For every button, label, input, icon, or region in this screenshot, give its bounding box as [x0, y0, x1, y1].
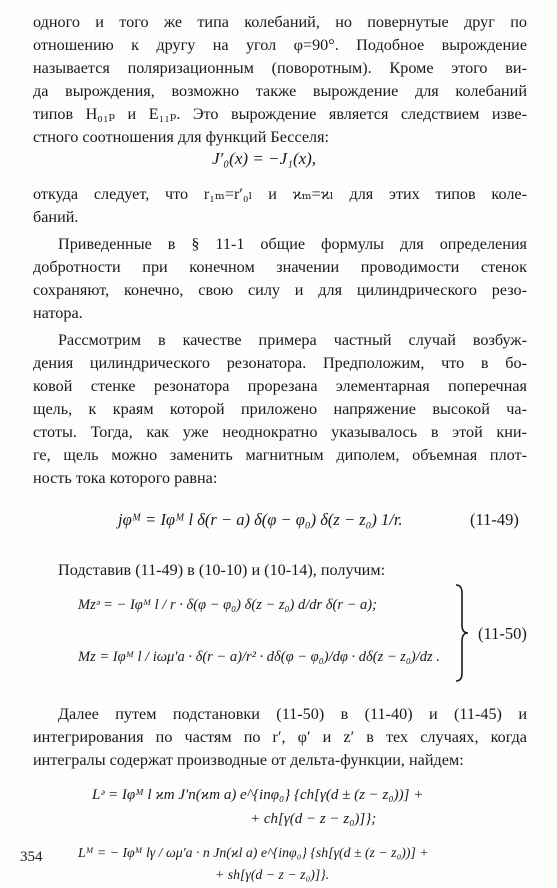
text-line: сохраняют, конечно, свою силу и для цилиндрического резо-	[33, 281, 527, 299]
text-line: стного соотношения для функций Бесселя:	[33, 128, 330, 146]
page-number: 354	[20, 849, 43, 865]
text-line: откуда следует, что r₁ₘ=r′₀ₗ и ϰₘ=ϰₗ для этих типов коле-	[33, 185, 527, 203]
text-line: да вырождения, возможно также вырождение для колебаний	[33, 82, 527, 100]
text-line: щель, к краям которой приложено напряжение высокой ча-	[33, 400, 527, 418]
equation-11-50-line2: Mz = Iφᴹ l / iωμ′a · δ(r − a)/r² · dδ(φ − φ₀)/dφ · dδ(z − z₀)/dz .	[78, 649, 440, 665]
text-line: одного и того же типа колебаний, но повернутые друг по	[33, 13, 527, 31]
text-line: Далее путем подстановки (11-50) в (11-40) и (11-45) и	[58, 705, 527, 723]
equation-number: (11-50)	[478, 624, 527, 643]
equation-11-49: jφᴹ = Iφᴹ l δ(r − a) δ(φ − φ₀) δ(z − z₀) 1/r.	[118, 510, 403, 529]
equation-Lm-line2: + sh[γ(d − z − z₀)]}.	[215, 867, 330, 882]
text-line: стоты. Тогда, как уже неоднократно указывалось в этой кни-	[33, 423, 527, 441]
text-line: баний.	[33, 208, 79, 226]
text-line: Рассмотрим в качестве примера частный случай возбуж-	[58, 331, 527, 349]
text-line: Подставив (11-49) в (10-10) и (10-14), получим:	[58, 561, 386, 579]
text-line: типов H₀₁ₚ и E₁₁ₚ. Это вырождение является следствием изве-	[33, 105, 527, 123]
right-brace-icon	[452, 583, 472, 683]
text-line: натора.	[33, 304, 83, 322]
text-line: интегрирования по частям по r′, φ′ и z′ в тех случаях, когда	[33, 728, 527, 746]
text-line: ге, щель можно заменить магнитным диполем, объемная плот-	[33, 446, 527, 464]
text-line: добротности при конечном значении проводимости стенок	[33, 258, 527, 276]
text-line: интегралы содержат производные от дельта-функции, найдем:	[33, 751, 464, 769]
text-line: ность тока которого равна:	[33, 469, 218, 487]
text-line: дения цилиндрического резонатора. Предположим, что в бо-	[33, 354, 527, 372]
equation-number: (11-49)	[470, 510, 519, 529]
equation-Lm-line1: Lᴹ = − Iφᴹ lγ / ωμ′a · n Jn(ϰl a) e^{inφ₀} {sh[γ(d ± (z − z₀))] +	[78, 845, 429, 860]
bessel-equation: J′₀(x) = −J₁(x),	[212, 149, 317, 168]
equation-Le-line2: + ch[γ(d − z − z₀)]};	[250, 811, 377, 827]
text-line: ковой стенке резонатора прорезана элементарная поперечная	[33, 377, 527, 395]
text-line: отношению к другу на угол φ=90°. Подобное вырождение	[33, 36, 527, 54]
equation-11-50-line1: Mzᵊ = − Iφᴹ l / r · δ(φ − φ₀) δ(z − z₀) d/dr δ(r − a);	[78, 597, 377, 613]
equation-Le-line1: Lᵊ = Iφᴹ l ϰm J′n(ϰm a) e^{inφ₀} {ch[γ(d ± (z − z₀))] +	[92, 787, 424, 803]
text-line: Приведенные в § 11-1 общие формулы для определения	[58, 235, 527, 253]
text-line: называется поляризационным (поворотным). Кроме этого ви-	[33, 59, 527, 77]
